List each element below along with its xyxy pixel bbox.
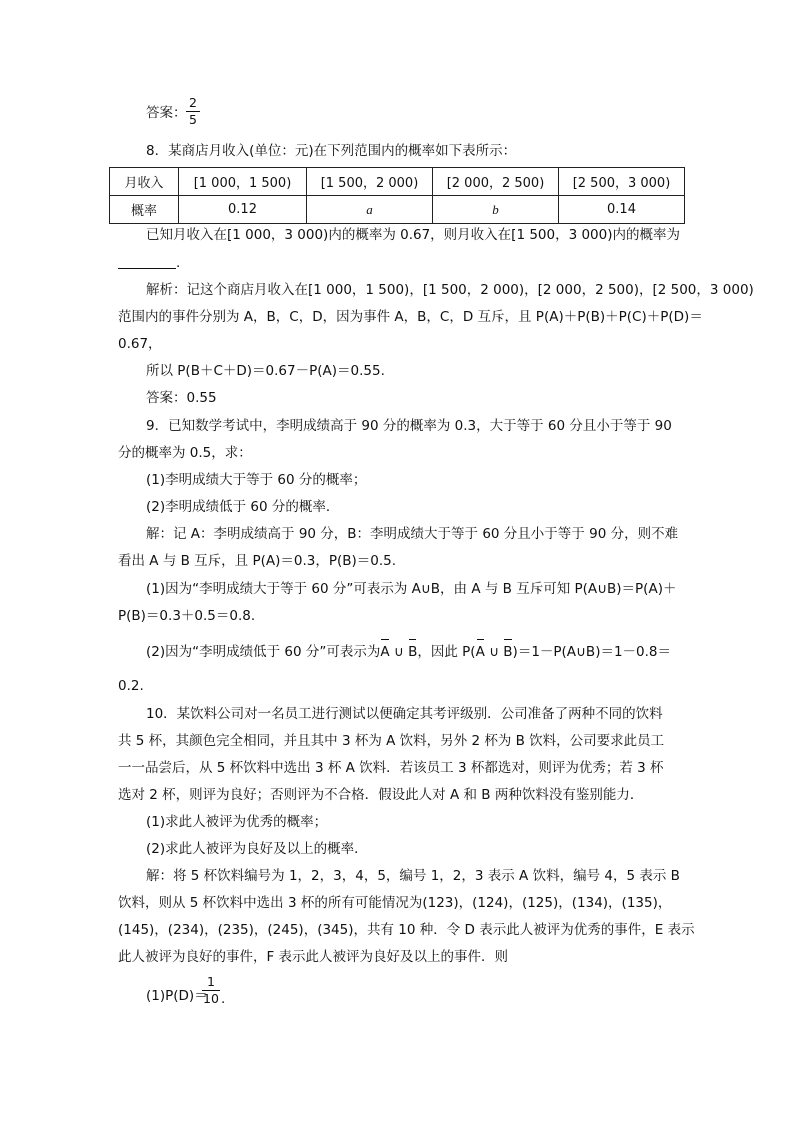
q8-stem-line2 [118,254,180,272]
q8-stem-period: . [176,255,181,271]
q9-solution-line5-text: (2)因为“李明成绩低于 60 分”可表示为 [146,644,381,660]
q10-line4: 选对 2 杯，则评为良好；否则评为不合格．假设此人对 A 和 B 两种饮料没有鉴别能力． [118,787,644,803]
q9-solution-line4: P(B)＝0.3＋0.5＝0.8. [118,608,256,624]
q10-line3: 一一品尝后，从 5 杯饮料中选出 3 杯 A 饮料．若该员工 3 杯都选对，则评为优秀；若 3 杯 [118,760,664,776]
q8-solution-line2: 范围内的事件分别为 A，B，C，D，因为事件 A，B，C，D 互斥，且 P(A)＋P(B)＋P(C)＋P(D)＝ [118,309,703,325]
q9-solution-line5-text: )＝1－P(A∪B)＝1－0.8＝ [512,644,672,660]
table-range-cell: [1 000，1 500) [179,168,307,196]
probability-table [109,167,685,224]
q10-solution-line3: (145)，(234)，(235)，(245)，(345)，共有 10 种．令 D 表示此人被评为优秀的事件，E 表示 [118,922,695,938]
q7-answer-fraction [186,96,200,127]
q10-line2: 共 5 杯，其颜色完全相同，并且其中 3 杯为 A 饮料，另外 2 杯为 B 饮料，公司要求此员工 [118,733,665,749]
q10-solution-line5-end: . [221,991,226,1007]
table-range-cell: [2 000，2 500) [433,168,559,196]
q10-solution-line2: 饮料，则从 5 杯饮料中选出 3 杯的所有可能情况为(123)，(124)，(125)，(134)，(135)， [118,895,672,911]
q8-stem-line1: 已知月收入在[1 000，3 000)内的概率为 0.67，则月收入在[1 500，3 000)内的概率为 [146,227,681,243]
fraction-denominator: 5 [189,112,197,127]
table-range-cell: [2 500，3 000) [559,168,685,196]
table-row [110,168,685,196]
table-row [110,196,685,224]
q9-line1: 9．已知数学考试中，李明成绩高于 90 分的概率为 0.3，大于等于 60 分且小于等于 90 [146,418,672,434]
answer-blank [118,254,176,269]
fraction-denominator: 10 [203,991,219,1006]
q9-part1: (1)李明成绩大于等于 60 分的概率； [146,472,367,488]
q10-fraction [202,975,220,1006]
q10-solution-line4: 此人被评为良好的事件，F 表示此人被评为良好及以上的事件．则 [118,949,509,965]
table-range-cell: [1 500，2 000) [307,168,433,196]
q9-solution-line1: 解：记 A：李明成绩高于 90 分，B：李明成绩大于等于 60 分且小于等于 90 分，则不难 [146,526,679,542]
table-value-cell: 0.12 [179,196,307,224]
table-value-cell: b [433,196,559,224]
q8-solution-line4: 所以 P(B＋C＋D)＝0.67－P(A)＝0.55. [146,363,385,379]
q7-answer-label: 答案： [146,105,187,121]
q8-solution-line3: 0.67， [118,336,162,352]
q10-line1: 10．某饮料公司对一名员工进行测试以便确定其考评级别．公司准备了两种不同的饮料 [146,706,663,722]
q9-part2: (2)李明成绩低于 60 分的概率． [146,499,340,515]
q10-part1: (1)求此人被评为优秀的概率； [146,814,328,830]
fraction-numerator: 2 [189,95,197,110]
q9-solution-line5: (2)因为“李明成绩低于 60 分”可表示为A ∪ B，因此 P(A ∪ B)＝1－P(A∪B)＝1－0.8＝ [146,644,672,660]
table-row-label: 概率 [110,196,179,224]
q9-solution-line2: 看出 A 与 B 互斥，且 P(A)＝0.3，P(B)＝0.5. [118,553,397,569]
q10-solution-line5-label: (1)P(D)＝ [146,988,208,1004]
q9-solution-line6: 0.2. [118,678,144,694]
q8-solution-line1: 解析：记这个商店月收入在[1 000，1 500)，[1 500，2 000)，[2 000，2 500)，[2 500，3 000) [146,282,754,298]
q10-solution-line1: 解：将 5 杯饮料编号为 1，2，3，4，5，编号 1，2，3 表示 A 饮料，编号 4，5 表示 B [146,868,680,884]
fraction-numerator: 1 [207,974,215,989]
q10-part2: (2)求此人被评为良好及以上的概率． [146,841,368,857]
q9-line2: 分的概率为 0.5，求： [118,445,252,461]
q9-solution-line3: (1)因为“李明成绩大于等于 60 分”可表示为 A∪B，由 A 与 B 互斥可知 P(A∪B)＝P(A)＋ [146,581,677,597]
table-value-cell: 0.14 [559,196,685,224]
table-value-cell: a [307,196,433,224]
table-header-label: 月收入 [110,168,179,196]
q8-question: 8．某商店月收入(单位：元)在下列范围内的概率如下表所示： [146,143,517,159]
q8-answer: 答案：0.55 [146,390,217,406]
q9-solution-line5-text: ，因此 P( [417,644,476,660]
